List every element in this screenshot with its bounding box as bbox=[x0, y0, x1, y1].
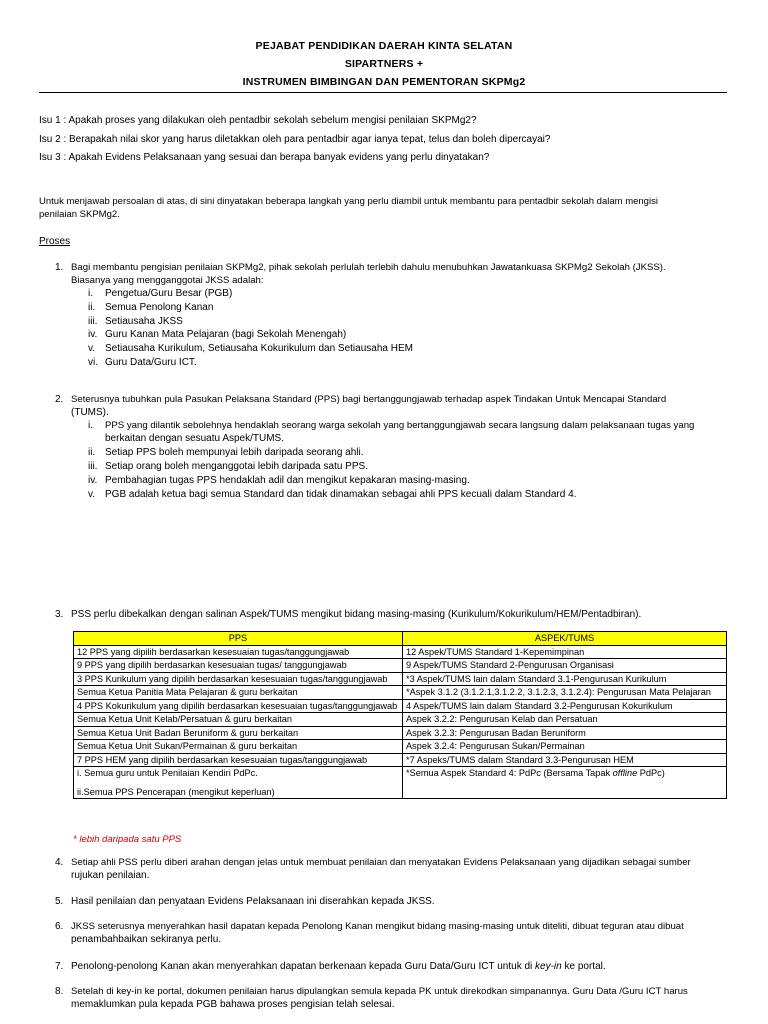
table-cell bbox=[74, 767, 403, 799]
item-1-sub-text: Guru Kanan Mata Pelajaran (bagi Sekolah Menengah) bbox=[105, 329, 347, 340]
item-3-text: PSS perlu dibekalkan dengan salinan Aspek/TUMS mengikut bidang masing-masing (Kurikulum/Kokurikulum/HEM/Pentadbiran). bbox=[71, 609, 642, 620]
issue-1: Isu 1 : Apakah proses yang dilakukan oleh pentadbir sekolah sebelum mengisi penilaian SKPMg2? bbox=[39, 115, 477, 126]
table-row bbox=[74, 767, 727, 799]
item-6-text: JKSS seterusnya menyerahkan hasil dapatan kepada Penolong Kanan mengikut bidang masing-masing untuk diteliti, dibuat teguran atau dibuat bbox=[71, 921, 684, 932]
table-row bbox=[74, 659, 727, 673]
item-1-text-cont: Biasanya yang mengganggotai JKSS adalah: bbox=[71, 275, 264, 286]
table-cell: *7 Aspeks/TUMS dalam Standard 3.3-Pengurusan HEM bbox=[403, 753, 727, 767]
item-2-number: 2. bbox=[55, 394, 64, 405]
table-cell-text: *Semua Aspek Standard 4: PdPc (Bersama Tapak bbox=[406, 768, 613, 778]
table-cell: 9 Aspek/TUMS Standard 2-Pengurusan Organisasi bbox=[403, 659, 727, 673]
table-cell: Semua Ketua Unit Badan Beruniform & guru berkaitan bbox=[74, 726, 403, 740]
item-2-sub-text: Pembahagian tugas PPS hendaklah adil dan mengikut kepakaran masing-masing. bbox=[105, 475, 470, 486]
item-1-sub-num: iii. bbox=[88, 316, 98, 327]
item-5-number: 5. bbox=[55, 896, 64, 907]
item-8-text: Setelah di key-in ke portal, dokumen penilaian harus dipulangkan semula kepada PK untuk direkodkan simpanannya. Guru Data /Guru ICT harus bbox=[71, 986, 688, 997]
item-1-sub-text: Semua Penolong Kanan bbox=[105, 302, 214, 313]
table-cell: *3 Aspek/TUMS lain dalam Standard 3.1-Pengurusan Kurikulum bbox=[403, 672, 727, 686]
item-2-sub-num: ii. bbox=[88, 447, 96, 458]
table-row bbox=[74, 645, 727, 659]
item-1-number: 1. bbox=[55, 262, 64, 273]
table-cell: 3 PPS Kurikulum yang dipilih berdasarkan kesesuaian tugas/tanggungjawab bbox=[74, 672, 403, 686]
item-1-sub-text: Setiausaha Kurikulum, Setiausaha Kokurikulum dan Setiausaha HEM bbox=[105, 343, 413, 354]
table-cell bbox=[403, 767, 727, 799]
item-5-text: Hasil penilaian dan penyataan Evidens Pelaksanaan ini diserahkan kepada JKSS. bbox=[71, 896, 435, 907]
item-8-text-cont: memaklumkan pula kepada PGB bahawa proses pengisian telah selesai. bbox=[71, 999, 395, 1010]
table-header-row bbox=[74, 632, 727, 646]
table-cell-text: PdPc) bbox=[637, 768, 665, 778]
item-2-sub-text-cont: berkaitan dengan sesuatu Aspek/TUMS. bbox=[105, 433, 284, 444]
table-cell-line: i. Semua guru untuk Penilaian Kendiri PdPc. bbox=[77, 768, 258, 778]
table-cell: Semua Ketua Unit Kelab/Persatuan & guru berkaitan bbox=[74, 713, 403, 727]
table-row bbox=[74, 740, 727, 754]
table-row bbox=[74, 753, 727, 767]
table-row bbox=[74, 672, 727, 686]
header-divider bbox=[39, 92, 727, 93]
item-7-emphasis: key-in bbox=[535, 961, 562, 972]
header-programme: SIPARTNERS + bbox=[344, 58, 424, 70]
table-row bbox=[74, 713, 727, 727]
item-6-text-cont: penambahbaikan sekiranya perlu. bbox=[71, 934, 222, 945]
table-row bbox=[74, 686, 727, 700]
table-cell: 12 PPS yang dipilih berdasarkan kesesuaian tugas/tanggungjawab bbox=[74, 645, 403, 659]
table-row bbox=[74, 699, 727, 713]
item-4-text-cont: rujukan penilaian. bbox=[71, 870, 150, 881]
item-2-sub-text: Setiap orang boleh menganggotai lebih daripada satu PPS. bbox=[105, 461, 368, 472]
item-1-sub-num: iv. bbox=[88, 329, 98, 340]
header-office: PEJABAT PENDIDIKAN DAERAH KINTA SELATAN bbox=[255, 40, 513, 52]
item-1-sub-num: v. bbox=[88, 343, 96, 354]
item-1-sub-text: Pengetua/Guru Besar (PGB) bbox=[105, 288, 233, 299]
table-cell: 4 PPS Kokurikulum yang dipilih berdasarkan kesesuaian tugas/tanggungjawab bbox=[74, 699, 403, 713]
item-1-sub-text: Setiausaha JKSS bbox=[105, 316, 183, 327]
pps-aspek-table bbox=[73, 631, 727, 799]
item-8-number: 8. bbox=[55, 986, 64, 997]
item-2-sub-text: Setiap PPS boleh mempunyai lebih daripada seorang ahli. bbox=[105, 447, 364, 458]
item-2-sub-num: v. bbox=[88, 489, 96, 500]
intro-text: Untuk menjawab persoalan di atas, di sini dinyatakan beberapa langkah yang perlu diambil untuk membantu para pentadbir sekolah dalam mengisi bbox=[39, 196, 658, 207]
item-7-number: 7. bbox=[55, 961, 64, 972]
table-cell: 7 PPS HEM yang dipilih berdasarkan kesesuaian tugas/tanggungjawab bbox=[74, 753, 403, 767]
item-4-text: Setiap ahli PSS perlu diberi arahan dengan jelas untuk membuat penilaian dan menyatakan Evidens Pelaksanaan yang dijadikan sebagai sumber bbox=[71, 857, 691, 868]
item-7-text-part: Penolong-penolong Kanan akan menyerahkan dapatan berkenaan kepada Guru Data/Guru ICT untuk di bbox=[71, 961, 536, 972]
item-1-sub-text: Guru Data/Guru ICT. bbox=[105, 357, 197, 368]
item-3-number: 3. bbox=[55, 609, 64, 620]
item-7-text bbox=[71, 960, 606, 973]
table-row bbox=[74, 726, 727, 740]
item-2-sub-num: i. bbox=[88, 420, 93, 431]
item-1-sub-num: vi. bbox=[88, 357, 98, 368]
item-2-sub-text: PPS yang dilantik sebolehnya hendaklah seorang warga sekolah yang bertanggungjawab secara langsung dalam pelaksanaan tugas yang bbox=[105, 420, 695, 431]
table-cell: Semua Ketua Unit Sukan/Permainan & guru berkaitan bbox=[74, 740, 403, 754]
item-6-number: 6. bbox=[55, 921, 64, 932]
proses-heading: Proses bbox=[39, 236, 71, 247]
item-2-sub-num: iv. bbox=[88, 475, 98, 486]
table-cell: Aspek 3.2.3: Pengurusan Badan Beruniform bbox=[403, 726, 727, 740]
table-cell: Aspek 3.2.4: Pengurusan Sukan/Permainan bbox=[403, 740, 727, 754]
item-1-sub-num: ii. bbox=[88, 302, 96, 313]
table-header-aspek: ASPEK/TUMS bbox=[403, 632, 727, 646]
header-instrument: INSTRUMEN BIMBINGAN DAN PEMENTORAN SKPMg2 bbox=[242, 76, 526, 88]
item-2-sub-text: PGB adalah ketua bagi semua Standard dan tidak dinamakan sebagai ahli PPS kecuali dalam Standard 4. bbox=[105, 489, 577, 500]
table-cell: *Aspek 3.1.2 (3.1.2.1,3.1.2.2, 3.1.2.3, 3.1.2.4): Pengurusan Mata Pelajaran bbox=[403, 686, 727, 700]
item-1-sub-num: i. bbox=[88, 288, 93, 299]
table-cell: 9 PPS yang dipilih berdasarkan kesesuaian tugas/ tanggungjawab bbox=[74, 659, 403, 673]
item-2-text-cont: (TUMS). bbox=[71, 407, 109, 418]
item-2-text: Seterusnya tubuhkan pula Pasukan Pelaksana Standard (PPS) bagi bertanggungjawab terhadap aspek Tindakan Untuk Mencapai Standard bbox=[71, 394, 667, 405]
item-2-sub-num: iii. bbox=[88, 461, 98, 472]
item-1-text: Bagi membantu pengisian penilaian SKPMg2, pihak sekolah perlulah terlebih dahulu menubuhkan Jawatankuasa SKPMg2 Sekolah (JKSS). bbox=[71, 262, 666, 273]
table-header-pps: PPS bbox=[74, 632, 403, 646]
issue-2: Isu 2 : Berapakah nilai skor yang harus diletakkan oleh para pentadbir agar ianya tepat, telus dan boleh dipercayai? bbox=[39, 134, 551, 145]
table-cell-line: ii.Semua PPS Pencerapan (mengikut keperluan) bbox=[77, 786, 275, 797]
issue-3: Isu 3 : Apakah Evidens Pelaksanaan yang sesuai dan berapa banyak evidens yang perlu dinyatakan? bbox=[39, 152, 490, 163]
item-7-text-part: ke portal. bbox=[561, 961, 606, 972]
intro-text-cont: penilaian SKPMg2. bbox=[39, 209, 120, 220]
table-cell: Semua Ketua Panitia Mata Pelajaran & guru berkaitan bbox=[74, 686, 403, 700]
table-cell: 4 Aspek/TUMS lain dalam Standard 3.2-Pengurusan Kokurikulum bbox=[403, 699, 727, 713]
table-cell: Aspek 3.2.2: Pengurusan Kelab dan Persatuan bbox=[403, 713, 727, 727]
table-footnote: * lebih daripada satu PPS bbox=[73, 834, 182, 845]
item-4-number: 4. bbox=[55, 857, 64, 868]
table-cell: 12 Aspek/TUMS Standard 1-Kepemimpinan bbox=[403, 645, 727, 659]
table-cell-emphasis: offline bbox=[612, 768, 638, 778]
